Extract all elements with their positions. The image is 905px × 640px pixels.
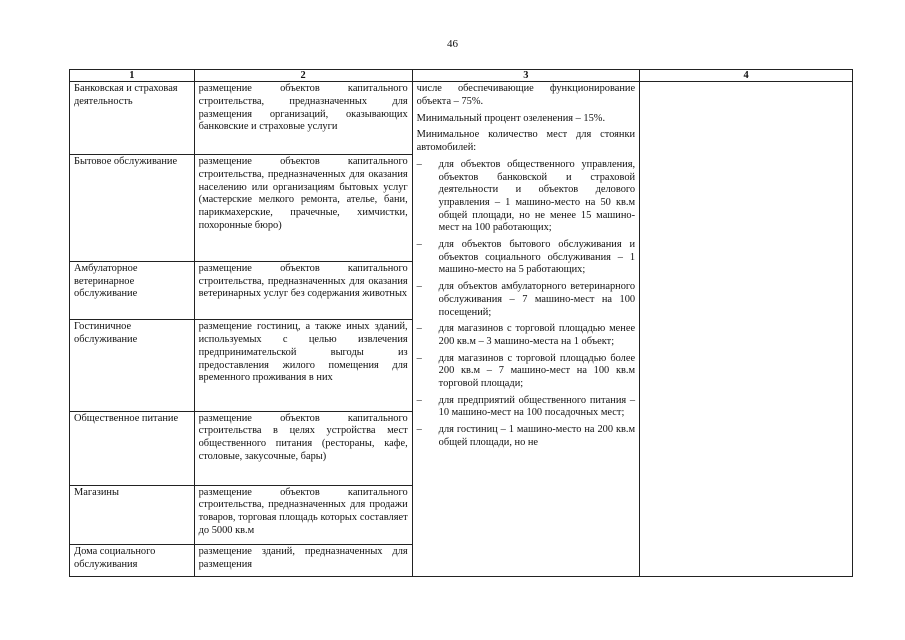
list-item-text: для объектов амбулаторного ветеринарного обслуживания – 7 машино-мест на 100 посещений; — [438, 281, 636, 318]
list-item-text: для гостиниц – 1 машино-место на 200 кв.м общей площади, но не — [438, 424, 636, 448]
header-col-3: 3 — [412, 70, 639, 82]
list-item-text: для объектов бытового обслуживания и объектов социального обслуживания – 1 машино-место на 5 работающих; — [438, 239, 636, 276]
list-item — [417, 323, 635, 348]
use-name: Бытовое обслуживание — [70, 155, 195, 262]
dash-marker: – — [416, 239, 422, 251]
use-name: Амбулаторное ветеринарное обслуживание — [70, 261, 195, 320]
list-item — [417, 239, 635, 277]
requirements-text: Минимальный процент озеленения – 15%. — [416, 112, 606, 124]
use-description: размещение объектов капитального строительства, предназначенных для оказания населению или организациям бытовых услуг (мастерские мелкого ремонта, ателье, бани, парикмахерские, прачечные, химчистки, похоронные бюро) — [194, 155, 412, 262]
use-name: Общественное питание — [70, 411, 195, 485]
requirements-text: числе обеспечивающие функционирование объекта – 75%. — [416, 83, 636, 108]
list-item — [417, 353, 635, 391]
use-description: размещение объектов капитального строительства, предназначенных для размещения организаций, оказывающих банковские и страховые услуги — [194, 82, 412, 155]
use-description: размещение объектов капитального строительства, предназначенных для оказания ветеринарных услуг без содержания животных — [194, 261, 412, 320]
header-col-2: 2 — [194, 70, 412, 82]
header-col-1: 1 — [70, 70, 195, 82]
requirements-text: Минимальное количество мест для стоянки автомобилей: — [416, 129, 636, 154]
list-item-text: для объектов общественного управления, объектов банковской и страховой деятельности и объектов делового управления – 1 машино-место на 50 кв.м общей площади, но не менее 15 машино-мест на 100 работающих; — [438, 158, 636, 234]
use-description: размещение объектов капитального строительства, предназначенных для продажи товаров, торговая площадь которых составляет до 5000 кв.м — [194, 485, 412, 545]
use-description: размещение объектов капитального строительства в целях устройства мест общественного питания (рестораны, кафе, столовые, закусочные, бары) — [194, 411, 412, 485]
use-name: Гостиничное обслуживание — [70, 320, 195, 411]
list-item — [417, 424, 635, 449]
use-name: Банковская и страховая деятельность — [70, 82, 195, 155]
dash-marker: – — [416, 394, 422, 406]
dash-marker: – — [416, 281, 422, 293]
list-item — [417, 159, 635, 235]
table-row — [70, 82, 853, 155]
use-description: размещение зданий, предназначенных для размещения — [194, 545, 412, 577]
notes-cell — [640, 82, 853, 577]
requirements-cell — [412, 82, 639, 577]
use-name: Дома социального обслуживания — [70, 545, 195, 577]
list-item — [417, 281, 635, 319]
page-number: 46 — [447, 38, 458, 50]
use-description: размещение гостиниц, а также иных зданий, используемых с целью извлечения предпринимательской выгоды из предоставления жилого помещения для временного проживания в них — [194, 320, 412, 411]
list-item-text: для магазинов с торговой площадью менее 200 кв.м – 3 машино-места на 1 объект; — [438, 323, 636, 347]
list-item-text: для магазинов с торговой площадью более 200 кв.м – 7 машино-мест на 100 кв.м торговой площади; — [438, 352, 636, 390]
list-item — [417, 395, 635, 420]
dash-marker: – — [416, 158, 422, 170]
header-col-4: 4 — [640, 70, 853, 82]
list-item-text: для предприятий общественного питания – 10 машино-мест на 100 посадочных мест; — [438, 394, 636, 419]
dash-marker: – — [416, 352, 422, 364]
use-name: Магазины — [70, 485, 195, 545]
header-row — [70, 70, 853, 82]
dash-marker: – — [416, 323, 422, 335]
dash-marker: – — [416, 424, 422, 436]
parking-list — [417, 159, 635, 450]
zoning-table — [69, 69, 853, 577]
